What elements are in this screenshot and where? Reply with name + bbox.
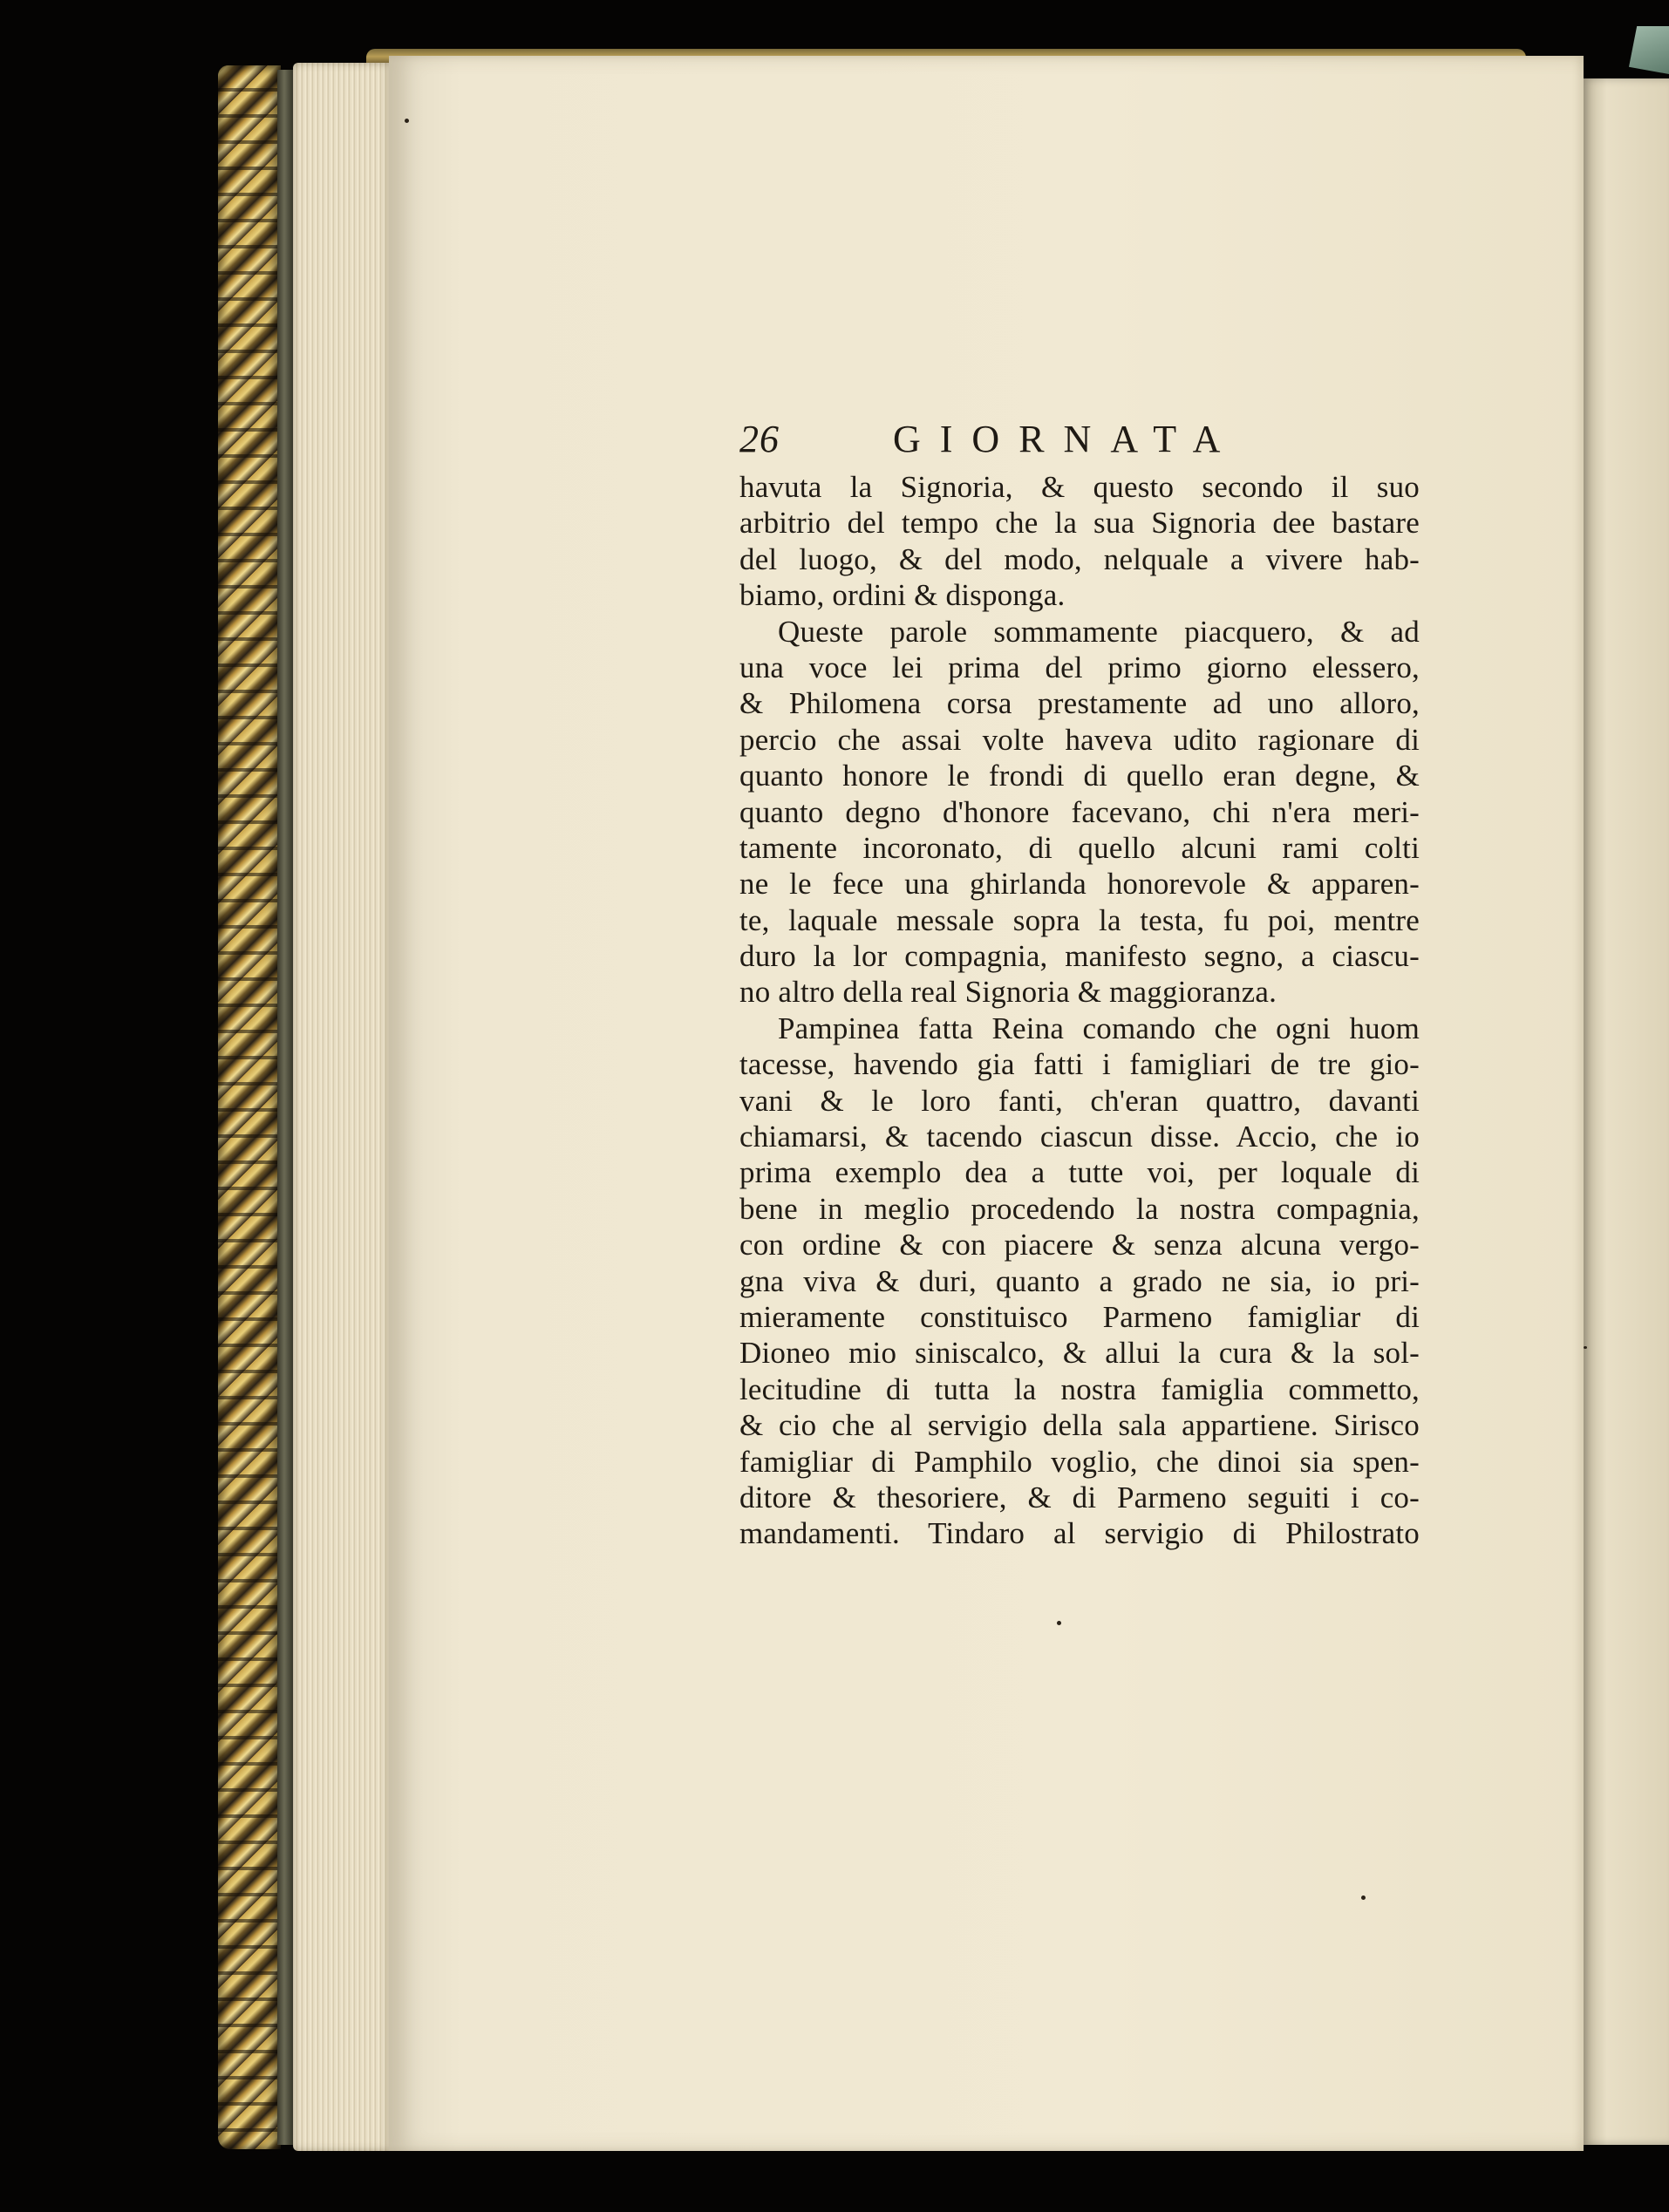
text-line: quanto honore le frondi di quello eran degne, & xyxy=(739,759,1420,793)
page-block-edges xyxy=(293,63,389,2151)
text-line: mandamenti. Tindaro al servigio di Philostrato xyxy=(739,1516,1420,1551)
text-line: una voce lei prima del primo giorno elessero, xyxy=(739,650,1420,684)
text-line: quanto degno d'honore facevano, chi n'era meri- xyxy=(739,794,1420,829)
spine-edge xyxy=(277,70,295,2145)
text-line: biamo, ordini & disponga. xyxy=(739,578,1066,613)
facing-page-edge xyxy=(1580,78,1669,2145)
body-text xyxy=(739,469,1420,1552)
text-line: havuta la Signoria, & questo secondo il suo xyxy=(739,470,1420,504)
text-line: chiamarsi, & tacendo ciascun disse. Accio, che io xyxy=(739,1120,1420,1154)
running-title: GIORNATA xyxy=(893,418,1240,460)
ribbon-corner xyxy=(1629,26,1669,74)
text-line: & cio che al servigio della sala appartiene. Sirisco xyxy=(739,1408,1420,1443)
text-line: & Philomena corsa prestamente ad uno alloro, xyxy=(739,686,1420,721)
text-line: tacesse, havendo gia fatti i famigliari de tre gio- xyxy=(739,1047,1420,1082)
text-line: tamente incoronato, di quello alcuni rami colti xyxy=(739,830,1420,865)
text-line: percio che assai volte haveva udito ragionare di xyxy=(739,722,1420,757)
text-line: mieramente constituisco Parmeno famigliar di xyxy=(739,1299,1420,1334)
text-line: no altro della real Signoria & maggioranza. xyxy=(739,975,1277,1010)
text-line: ne le fece una ghirlanda honorevole & apparen- xyxy=(739,867,1420,902)
text-line: Queste parole sommamente piacquero, & ad xyxy=(778,614,1420,649)
text-line: ditore & thesoriere, & di Parmeno seguiti i co- xyxy=(739,1480,1420,1514)
text-line: del luogo, & del modo, nelquale a vivere hab- xyxy=(739,541,1420,576)
text-line: bene in meglio procedendo la nostra compagnia, xyxy=(739,1191,1420,1226)
page-text xyxy=(739,417,1420,1552)
text-line: Dioneo mio siniscalco, & allui la cura & la sol- xyxy=(739,1336,1420,1371)
running-head xyxy=(739,417,1420,469)
text-line: Pampinea fatta Reina comando che ogni huom xyxy=(778,1011,1420,1045)
text-line: duro la lor compagnia, manifesto segno, a ciascu- xyxy=(739,939,1420,974)
text-line: gna viva & duri, quanto a grado ne sia, io pri- xyxy=(739,1263,1420,1298)
text-line: lecitudine di tutta la nostra famiglia commetto, xyxy=(739,1371,1420,1406)
text-line: con ordine & con piacere & senza alcuna vergo- xyxy=(739,1228,1420,1263)
text-line: vani & le loro fanti, ch'eran quattro, davanti xyxy=(739,1083,1420,1118)
text-line: te, laquale messale sopra la testa, fu poi, mentre xyxy=(739,902,1420,937)
text-line: prima exemplo dea a tutte voi, per loquale di xyxy=(739,1155,1420,1190)
text-line: arbitrio del tempo che la sua Signoria dee bastare xyxy=(739,506,1420,541)
page-number: 26 xyxy=(739,418,780,460)
text-line: famigliar di Pamphilo voglio, che dinoi sia spen- xyxy=(739,1444,1420,1479)
decorated-spine xyxy=(218,65,281,2149)
